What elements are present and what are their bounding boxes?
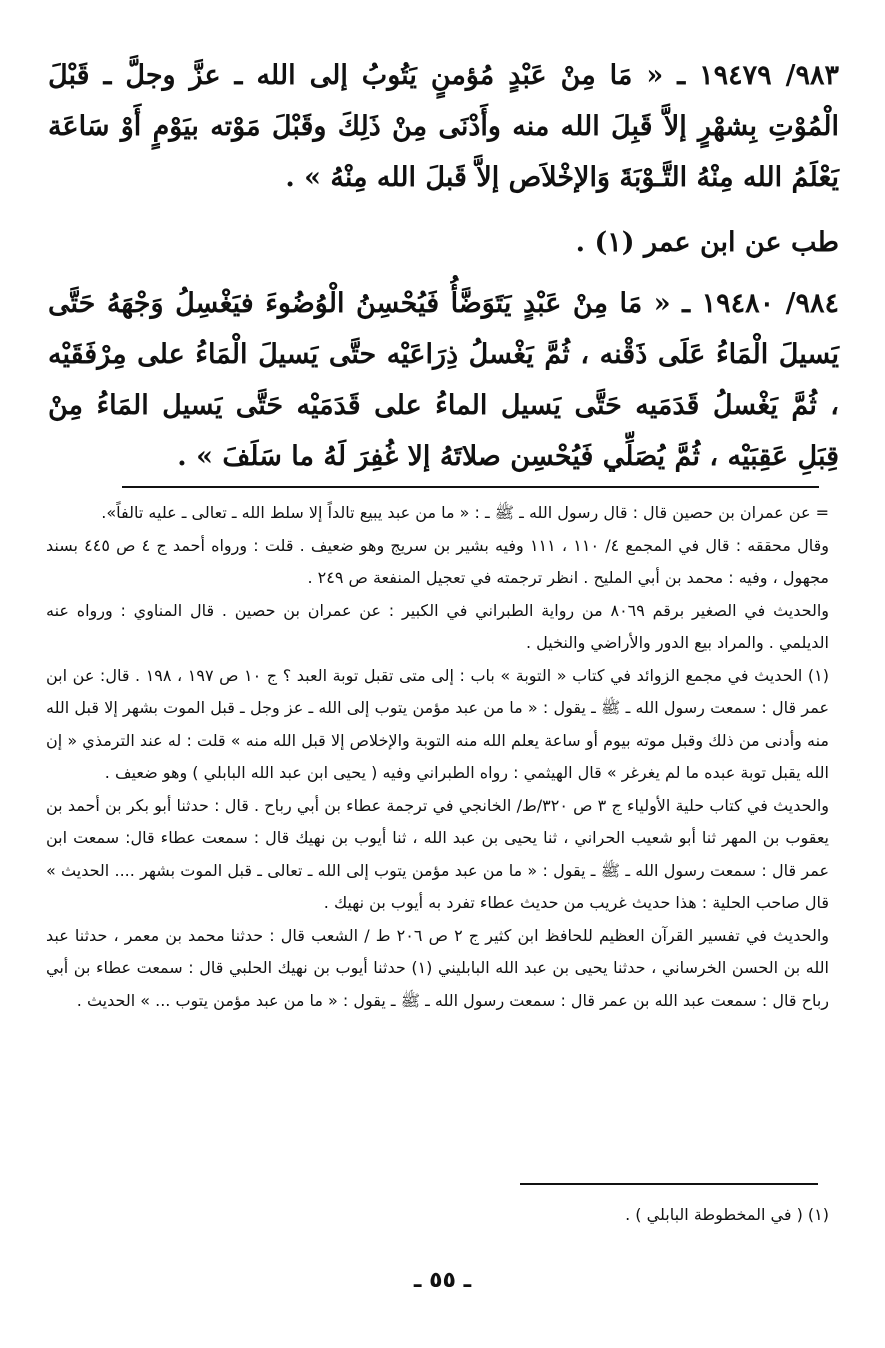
hadith-983-source: طب عن ابن عمر (١) . (575, 227, 839, 258)
main-text (48, 50, 839, 482)
footnote-separator-rule (520, 1183, 818, 1185)
page-number: ـ ٥٥ ـ (413, 1268, 472, 1293)
note-paragraph: وقال محققه : قال في المجمع ٤/ ١١٠ ، ١١١ وفيه بشير بن سريج وهو ضعيف . قلت : ورواه أحمد ج ٤ ص ٤٤٥ بسند مجهول ، وفيه : محمد بن أبي المليح . انظر ترجمته في تعجيل المنفعة ص ٢٤٩ . (46, 535, 830, 587)
note-paragraph: والحديث في الصغير برقم ٨٠٦٩ من رواية الطبراني في الكبير : عن عمران بن حصين . قال المناوي : ورواه عنه الديلمي . والمراد بيع الدور والأراضي والنخيل . (46, 600, 830, 652)
hadith-984: ٩٨٤/ ١٩٤٨٠ ـ « مَا مِنْ عَبْدٍ يَتَوَضَّأُ فَيُحْسِنُ الْوُضُوءَ فيَغْسِلُ وَجْهَهُ حَتَّى يَسيلَ الْمَاءُ عَلَى ذَقْنه ، ثُمَّ يَغْسلُ ذِرَاعَيْه حتَّى يَسيلَ الْمَاءُ على مِرْفَقَيْه ، ثُمَّ يَغْسلُ قَدَمَيه حَتَّى يَسيل الماءُ على قَدَمَيْه حَتَّى يَسيل المَاءُ مِنْ قِبَلِ عَقِبَيْه ، ثُمَّ يُصَلِّي فَيُحْسِن صلاتَهُ إلا غُفِرَ لَهُ ما سَلَفَ » . (48, 288, 839, 472)
note-paragraph: (١) الحديث في مجمع الزوائد في كتاب « التوبة » باب : إلى متى تقبل توبة العبد ؟ ج ١٠ ص ١٩٧ ، ١٩٨ . قال: عن ابن عمر قال : سمعت رسول الله ـ ﷺ ـ يقول : « ما من عبد مؤمن يتوب إلى الله ـ عز وجل ـ قبل الموت بشهر إلا قبل الله منه وأدنى من ذلك وقبل موته بيوم أو ساعة يعلم الله منه التوبة والإخلاص إلا قبل الله منه » قلت : له عند الترمذي « إن الله يقبل توبة عبده ما لم يغرغر » قال الهيثمي : رواه الطبراني وفيه ( يحيى ابن عبد الله البابلي ) وهو ضعيف . (46, 665, 830, 782)
note-paragraph: = عن عمران بن حصين قال : قال رسول الله ـ ﷺ ـ : « ما من عبد يبيع تالداً إلا سلط الله ـ تعالى ـ عليه تالفاً». (101, 503, 829, 522)
hadith-983: ٩٨٣/ ١٩٤٧٩ ـ « مَا مِنْ عَبْدٍ مُؤمنٍ يَتُوبُ إلى الله ـ عزَّ وجلَّ ـ قَبْلَ الْمُوْتِ بِشهْرٍ إلاَّ قَبِلَ الله منه وأَدْنَى مِنْ ذَلِكَ وقَبْلَ مَوْته بيَوْمٍ أَوْ سَاعَة يَعْلَمُ الله مِنْهُ التَّـوْبَةَ وَالإخْلاَص إلاَّ قَبلَ الله مِنْهُ » . (48, 60, 839, 193)
footnotes-section (46, 497, 829, 1017)
note-paragraph: والحديث في كتاب حلية الأولياء ج ٣ ص ٣٢٠/ط/ الخانجي في ترجمة عطاء بن أبي رباح . قال : حدثنا أبو بكر بن أحمد بن يعقوب بن المهر ثنا أبو شعيب الحراني ، ثنا يحيى بن عبد الله ، ثنا أيوب بن نهيك قال : سمعت عطاء قال: سمعت ابن عمر قال : سمعت رسول الله ـ ﷺ ـ يقول : « ما من عبد مؤمن يتوب إلى الله ـ تعالى ـ قبل الموت بشهر .... الحديث » قال صاحب الحلية : هذا حديث غريب من حديث عطاء تفرد به أيوب بن نهيك . (46, 795, 830, 912)
secondary-footnote: (١) ( في المخطوطة البابلي ) . (625, 1205, 829, 1224)
main-separator-rule (122, 486, 819, 488)
note-paragraph: والحديث في تفسير القرآن العظيم للحافظ ابن كثير ج ٢ ص ٢٠٦ ط / الشعب قال : حدثنا محمد بن معمر ، حدثنا عبد الله بن الحسن الخرساني ، حدثنا يحيى بن عبد الله البابليني (١) حدثنا أيوب بن نهيك الحلبي قال : سمعت عطاء بن أبي رباح قال : سمعت عبد الله بن عمر قال : سمعت رسول الله ـ ﷺ ـ يقول : « ما من عبد مؤمن يتوب ... » الحديث . (46, 925, 830, 1010)
